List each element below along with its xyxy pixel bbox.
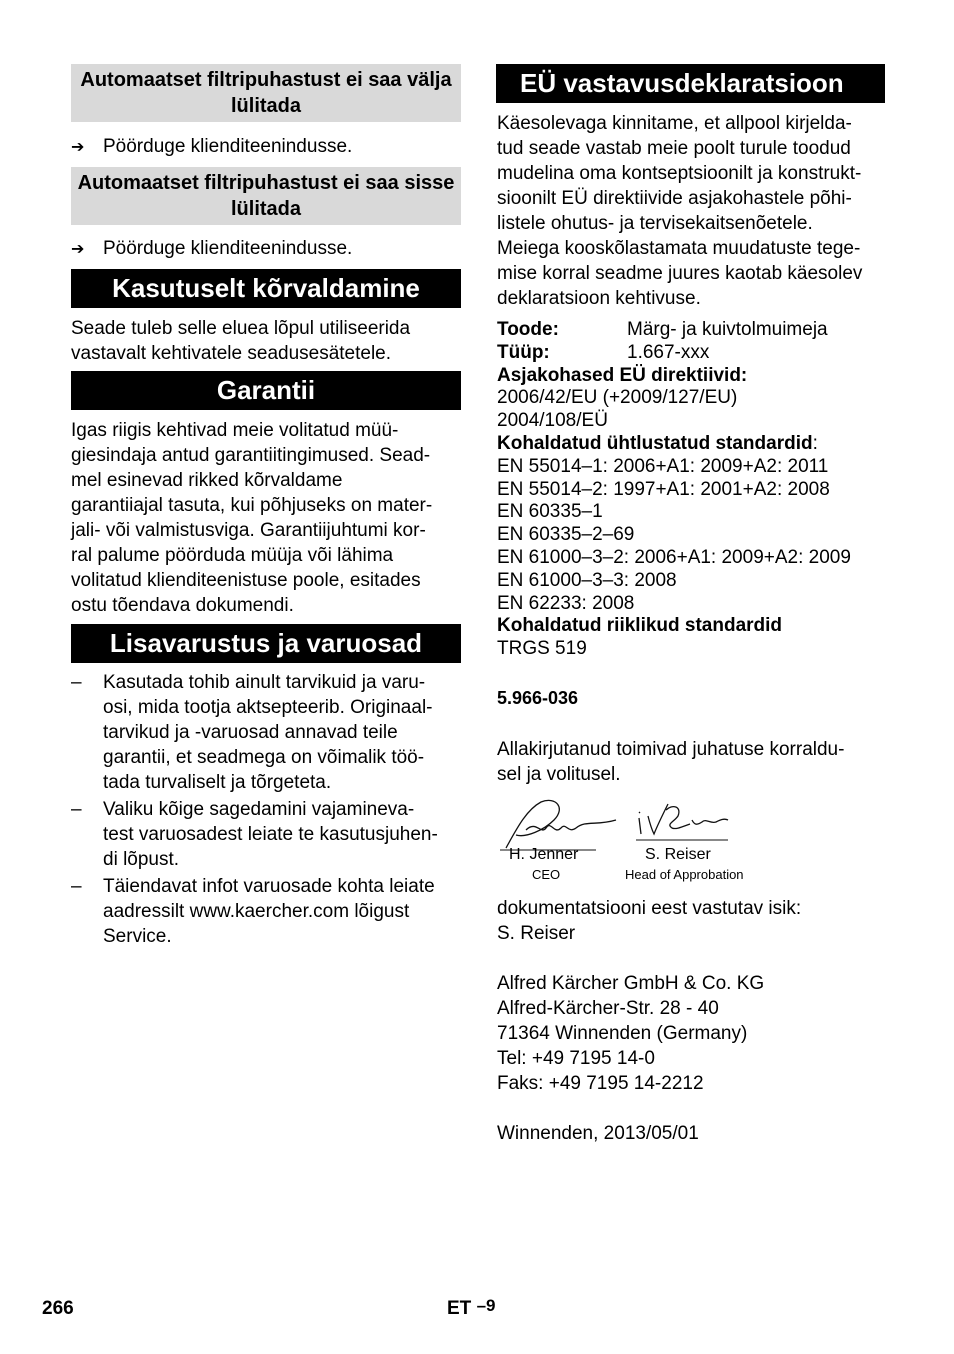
section-heading-warranty: Garantii xyxy=(71,371,461,410)
directives-label: Asjakohased EÜ direktiivid: xyxy=(497,364,748,386)
instruction-row xyxy=(71,134,352,160)
disposal-text: Seade tuleb selle eluea lõpul utiliseerida vastavalt kehtivatele seadusesätetele. xyxy=(71,318,411,364)
national-label: Kohaldatud riiklikud standardid xyxy=(497,615,783,637)
declaration-specs: Toode: Märg- ja kuivtolmuimeja Tüüp: 1.667-xxx Asjakohased EÜ direktiivid: 2006/42/EU (+2009/127/EU) 2004/108/EÜ Kohaldatud ühtlustatud standardid: EN 55014–1: 2006+A1: 2009+A2: 2011 EN 55014–2: 1997+A1: 2001+A2: 2008 EN 60335–1 EN 60335–2–69 EN 61000–3–2: 2006+A1: 2009+A2: 2009 EN 61000–3–3: 2008 EN 62233: 2008 Kohaldatud riiklikud standardid TRGS 519 xyxy=(497,319,887,661)
section-heading-filter-on: Automaatset filtripuhastust ei saa sisse lülitada xyxy=(71,167,461,225)
instruction-text: Pöörduge klienditeenindusse. xyxy=(103,136,353,157)
accessories-list xyxy=(71,670,461,951)
list-item: – Valiku kõige sagedamini vajamineva- test varuosadest leiate te kasutusjuhen- di lõpust. xyxy=(71,799,438,870)
section-heading-filter-off: Automaatset filtripuhastust ei saa välja lülitada xyxy=(71,64,461,122)
signer-1-name: H. Jenner xyxy=(509,846,579,863)
list-item: – Täiendavat infot varuosade kohta leiate aadressilt www.kaercher.com lõigust Service. xyxy=(71,876,435,947)
warranty-text: Igas riigis kehtivad meie volitatud müü- giesindaja antud garantiitingimused. Sead- mel esinevad rikked kõrvaldame garantiiajal tasuta, kui põhjuseks on mater- jali- või valmistusviga. Garantiijuhtumi kor- ral palume pöörduda müüja või lähima volitatud klienditeenistuse poole, esitades ostu tõendava dokumendi. xyxy=(71,420,433,616)
signer-1-title: CEO xyxy=(532,867,561,882)
section-heading-accessories: Lisavarustus ja varuosad xyxy=(71,624,461,663)
doc-number: 5.966-036 xyxy=(497,688,579,708)
signer-2-title: Head of Approbation xyxy=(625,867,744,882)
signed-text: Allakirjutanud toimivad juhatuse korraldu- sel ja volitusel. xyxy=(497,739,845,785)
harmonized-label: Kohaldatud ühtlustatud standardid: xyxy=(497,432,818,454)
arrow-right-icon: ➔ xyxy=(71,139,85,156)
type-row: Tüüp: 1.667-xxx xyxy=(497,341,710,363)
language-page-ref: ET –9 xyxy=(447,1296,496,1319)
signatures xyxy=(496,790,796,890)
declaration-intro: Käesolevaga kinnitame, et allpool kirjelda- tud seade vastab meie poolt turule toodud mudelina oma kontseptsioonilt ja konstrukt- sioonilt EÜ direktiivide asjakohastele põhi- listele ohutus- ja tervisekaitsenõetele. Meiega kooskõlastamata muudatuste tege- mise korral seadme juures kaotab käesolev deklaratsioon kehtivuse. xyxy=(497,113,863,309)
section-heading-disposal: Kasutuselt kõrvaldamine xyxy=(71,269,461,308)
product-row: Toode: Märg- ja kuivtolmuimeja xyxy=(497,319,828,340)
responsible-person: dokumentatsiooni eest vastutav isik: S. Reiser xyxy=(497,898,802,944)
page-number: 266 xyxy=(42,1298,74,1319)
section-heading-declaration: EÜ vastavusdeklaratsioon xyxy=(496,64,885,103)
company-address: Alfred Kärcher GmbH & Co. KG Alfred-Kärcher-Str. 28 - 40 71364 Winnenden (Germany) Tel: +49 7195 14-0 Faks: +49 7195 14-2212 xyxy=(497,973,765,1094)
list-item: – Kasutada tohib ainult tarvikuid ja varu- osi, mida tootja aktsepteerib. Originaal- tarvikud ja -varuosad annavad teile garantii, et seadmega on võimalik töö- tada turvaliselt ja tõrgeteta. xyxy=(71,672,433,793)
instruction-row xyxy=(71,236,352,262)
signer-2-name: S. Reiser xyxy=(645,846,711,863)
arrow-right-icon: ➔ xyxy=(71,241,85,258)
place-date: Winnenden, 2013/05/01 xyxy=(497,1123,699,1144)
instruction-text: Pöörduge klienditeenindusse. xyxy=(103,238,353,259)
